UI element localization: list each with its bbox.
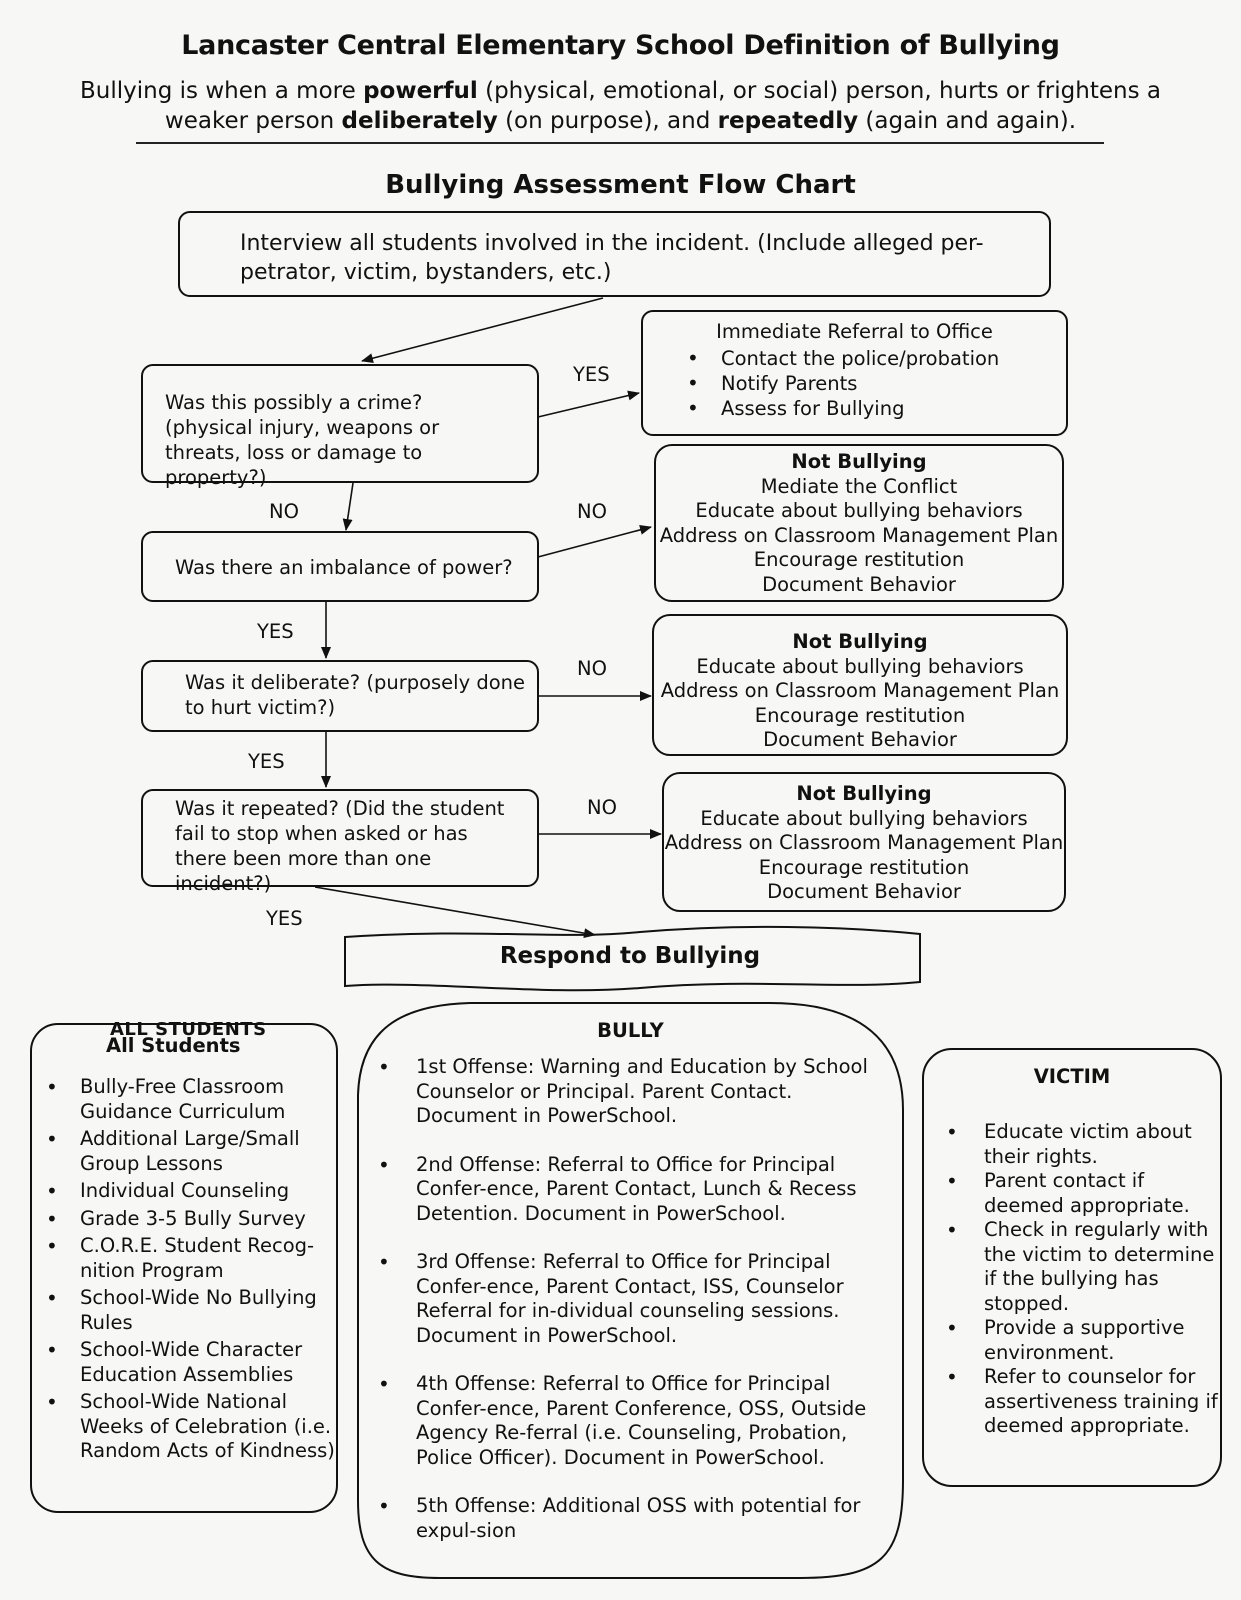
crime-question-text: Was this possibly a crime? (physical injury, weapons or threats, loss or damage to property?) [165, 391, 440, 489]
all-students-item: • School-Wide Character Education Assemblies [46, 1338, 336, 1387]
label-repeated-no: NO [587, 796, 617, 819]
not-bullying-content-3 [664, 782, 1064, 905]
not-bullying-line: Document Behavior [763, 728, 957, 751]
deliberate-question-text: Was it deliberate? (purposely done to hurt victim?) [185, 671, 525, 719]
page-title: Lancaster Central Elementary School Definition of Bullying [181, 30, 1060, 61]
not-bullying-line: Encourage restitution [753, 548, 965, 571]
all-students-item: • Additional Large/Small Group Lessons [46, 1127, 336, 1176]
victim-item: • Educate victim about their rights. [946, 1120, 1218, 1169]
crime-question-box [141, 364, 539, 489]
victim-item: • Provide a supportive environment. [946, 1316, 1218, 1365]
referral-item: • Contact the police/probation [687, 346, 1057, 371]
victim-item: • Parent contact if deemed appropriate. [946, 1169, 1218, 1218]
bully-offense-item: • 4th Offense: Referral to Office for Principal Confer-ence, Parent Conference, OSS, Outside Agency Re-ferral (i.e. Counseling, Probation, Police Officer). Document in PowerSchool. [378, 1372, 898, 1470]
all-students-item: • Grade 3-5 Bully Survey [46, 1207, 336, 1232]
respond-to-bullying-label: Respond to Bullying [499, 943, 761, 969]
label-power-yes: YES [257, 620, 294, 643]
label-crime-no: NO [269, 500, 299, 523]
repeated-question-box [141, 789, 539, 895]
label-deliberate-yes: YES [248, 750, 285, 773]
not-bullying-box-1 [654, 444, 1064, 602]
victim-item: • Refer to counselor for assertiveness training if deemed appropriate. [946, 1365, 1218, 1439]
deliberate-question-box [141, 660, 539, 732]
label-power-no: NO [577, 500, 607, 523]
not-bullying-line: Document Behavior [767, 880, 961, 903]
referral-heading: Immediate Referral to Office [716, 320, 993, 343]
all-students-heading-caps: ALL STUDENTS [110, 1019, 267, 1040]
arrow-power-no [538, 527, 651, 557]
label-crime-yes: YES [573, 363, 610, 386]
bully-offense-item: • 2nd Offense: Referral to Office for Principal Confer-ence, Parent Contact, Lunch & Recess Detention. Document in PowerSchool. [378, 1153, 898, 1227]
arrow-start-to-crime [362, 298, 603, 361]
referral-item: • Notify Parents [687, 371, 1057, 396]
all-students-item: • C.O.R.E. Student Recog-nition Program [46, 1234, 336, 1283]
not-bullying-line: Document Behavior [762, 572, 956, 596]
definition-text-4: (again and again). [858, 108, 1077, 134]
victim-list [946, 1120, 1218, 1439]
all-students-heading: All Students [106, 1034, 241, 1057]
victim-box [922, 1048, 1222, 1487]
referral-list [687, 346, 1057, 421]
start-interview-box [178, 211, 1051, 297]
definition-deliberately: deliberately [341, 108, 498, 134]
victim-item: • Check in regularly with the victim to determine if the bullying has stopped. [946, 1218, 1218, 1316]
label-repeated-yes: YES [266, 907, 303, 930]
bully-offense-item: • 1st Offense: Warning and Education by School Counselor or Principal. Parent Contact. Document in PowerSchool. [378, 1055, 898, 1129]
not-bullying-box-3 [662, 772, 1066, 912]
not-bullying-line: Encourage restitution [758, 855, 970, 879]
bully-box [358, 1003, 903, 1578]
not-bullying-line: Address on Classroom Management Plan [664, 831, 1064, 854]
all-students-item: • School-Wide National Weeks of Celebration (i.e. Random Acts of Kindness) [46, 1390, 336, 1464]
immediate-referral-box [641, 310, 1068, 436]
definition-text-2: (physical, emotional, or social) person, hurts or frightens a weaker person [164, 78, 1161, 134]
definition-repeatedly: repeatedly [717, 108, 859, 134]
bully-heading: BULLY [597, 1019, 664, 1042]
not-bullying-line: Educate about bullying behaviors [700, 806, 1028, 830]
not-bullying-line: Address on Classroom Management Plan [659, 523, 1059, 547]
start-interview-text: Interview all students involved in the incident. (Include alleged per-petrator, victim, bystanders, etc.) [240, 231, 984, 285]
all-students-box [30, 1019, 338, 1513]
referral-item: • Assess for Bullying [687, 396, 1057, 421]
power-question-text: Was there an imbalance of power? [175, 556, 513, 579]
bully-offense-list [378, 1055, 898, 1543]
power-question-box [141, 531, 539, 602]
repeated-question-text: Was it repeated? (Did the student fail to stop when asked or has there been more than one incident?) [175, 797, 505, 895]
not-bullying-line: Mediate the Conflict [760, 474, 958, 498]
victim-heading: VICTIM [1033, 1065, 1111, 1088]
flow-chart-title: Bullying Assessment Flow Chart [385, 170, 856, 200]
definition-powerful: powerful [363, 78, 478, 104]
bully-offense-item: • 5th Offense: Additional OSS with potential for expul-sion [378, 1494, 898, 1543]
all-students-item: • Bully-Free Classroom Guidance Curriculum [46, 1075, 336, 1124]
not-bullying-box-2 [652, 614, 1068, 756]
not-bullying-line: Address on Classroom Management Plan [660, 679, 1060, 702]
not-bullying-line: Educate about bullying behaviors [696, 654, 1024, 678]
not-bullying-line: Encourage restitution [754, 703, 966, 727]
not-bullying-heading-2: Not Bullying [792, 630, 928, 653]
arrow-crime-yes [538, 393, 639, 417]
not-bullying-heading-1: Not Bullying [791, 450, 927, 473]
not-bullying-heading-3: Not Bullying [796, 782, 932, 805]
not-bullying-content-1 [656, 450, 1062, 597]
definition-text-1: Bullying is when a more [80, 78, 364, 104]
not-bullying-line: Educate about bullying behaviors [695, 499, 1023, 522]
label-deliberate-no: NO [577, 657, 607, 680]
definition-text-3: (on purpose), and [497, 108, 718, 134]
bully-offense-item: • 3rd Offense: Referral to Office for Principal Confer-ence, Parent Contact, ISS, Counselor Referral for in-dividual counseling sessions. Document in PowerSchool. [378, 1250, 898, 1348]
not-bullying-content-2 [654, 630, 1066, 753]
all-students-list [46, 1075, 336, 1464]
all-students-item: • School-Wide No Bullying Rules [46, 1286, 336, 1335]
all-students-item: • Individual Counseling [46, 1179, 336, 1204]
arrow-crime-no [346, 483, 353, 530]
